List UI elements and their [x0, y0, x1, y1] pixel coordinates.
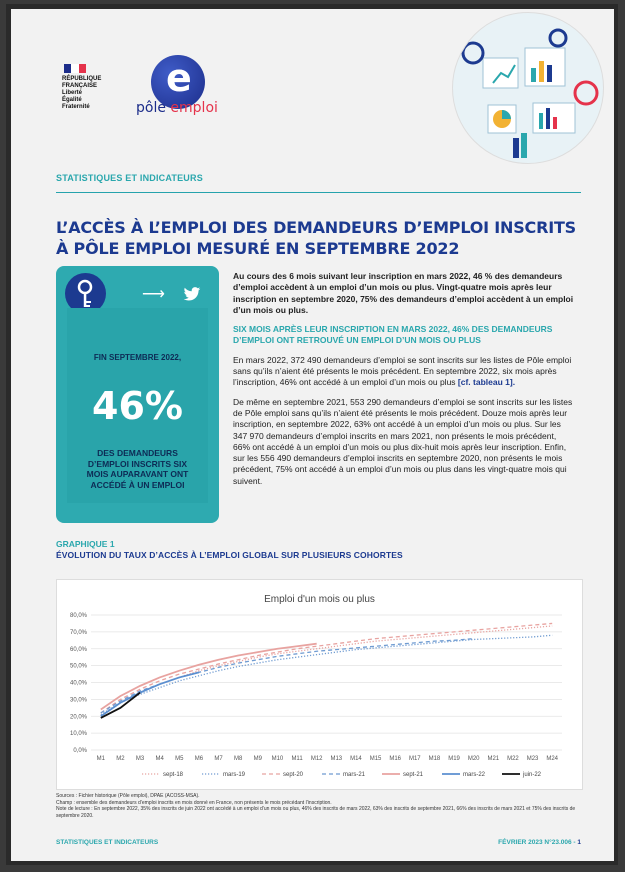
x-tick-label: M12 [310, 756, 323, 762]
flag-icon [64, 64, 86, 73]
y-tick-label: 20,0% [69, 714, 87, 721]
y-tick-label: 0,0% [73, 748, 87, 754]
x-tick-label: M19 [448, 756, 460, 762]
pole-emploi-letter: e [166, 56, 192, 100]
y-tick-label: 50,0% [69, 663, 87, 670]
legend-label: sept-21 [403, 772, 424, 778]
paragraph-2: De même en septembre 2021, 553 290 demandeurs d’emploi se sont inscrits sur les listes de Pôle emploi sans qu’ils n’aient été présents le mois précédent. Douze mois après leur inscription, en septembre 2022, 63% ont accédé à un emploi d’un mois ou plus. Sur les 347 970 demandeurs d’emploi inscrits en mars 2021, non présents le mois précédent, 66% ont accédé à un emploi d’un mois ou plus dix-huit mois après leur inscription. Enfin, sur les 556 490 demandeurs d’emploi inscrits en septembre 2020, non présents le mois précédent, 75% ont accédé à un emploi d’un mois ou plus dans les vingt-quatre mois qui suivent. [233, 396, 573, 486]
subheading: SIX MOIS APRÈS LEUR INSCRIPTION EN MARS 2022, 46% DES DEMANDEURS D’EMPLOI ONT RETROUVÉ UN EMPLOI D’UN MOIS OU PLUS [233, 324, 553, 346]
graph-label: GRAPHIQUE 1 [56, 539, 115, 549]
x-tick-label: M18 [428, 756, 441, 762]
footer-issue: FÉVRIER 2023 N°23.006 - [498, 839, 578, 846]
legend-label: sept-18 [163, 772, 184, 778]
sources-line: Sources : Fichier historique (Pôle emploi), DPAE (ACOSS-MSA). [56, 793, 200, 799]
section-label: STATISTIQUES ET INDICATEURS [56, 173, 203, 183]
legend-label: juin-22 [523, 772, 542, 778]
y-tick-label: 80,0% [69, 613, 87, 619]
footer-left: STATISTIQUES ET INDICATEURS [56, 839, 159, 846]
x-tick-label: M10 [271, 756, 284, 762]
kpi-value: 46% [92, 384, 183, 428]
x-tick-label: M9 [253, 756, 262, 762]
chart-title: Emploi d'un mois ou plus [264, 594, 375, 605]
legend-label: sept-20 [283, 772, 304, 778]
x-tick-label: M7 [214, 756, 223, 762]
x-tick-label: M17 [408, 756, 421, 762]
x-tick-label: M16 [389, 756, 402, 762]
x-tick-label: M1 [96, 756, 105, 762]
x-tick-label: M15 [369, 756, 382, 762]
paragraph-1-text: En mars 2022, 372 490 demandeurs d’emploi se sont inscrits sur les listes de Pôle emploi sans qu’ils n’aient été présents le mois précédent. En septembre 2022, six mois après l’inscription, 46% ont accédé à un emploi d’un mois ou plus [233, 354, 572, 388]
footer-right [498, 839, 581, 846]
x-tick-label: M24 [546, 756, 559, 762]
page-number: 1 [577, 839, 581, 846]
x-tick-label: M3 [135, 756, 145, 762]
x-tick-label: M2 [116, 756, 125, 762]
reading-note: Note de lecture : En septembre 2022, 35% des inscrits de juin 2022 ont accédé à un emploi d’un mois ou plus, 46% des inscrits de mars 2022, 63% des inscrits de septembre 2021, 66% des inscrits de mars 2021 et 75% des inscrits de septembre 2020. [56, 806, 576, 819]
document-page [11, 9, 614, 861]
kpi-card [56, 266, 219, 523]
lead-paragraph: Au cours des 6 mois suivant leur inscription en mars 2022, 46 % des demandeurs d’emploi accèdent à un emploi d’un mois ou plus. Vingt-quatre mois après leur inscription en septembre 2020, 75% des demandeurs d’emploi accèdent à un emploi d’un mois ou plus. [233, 271, 574, 315]
x-tick-label: M13 [330, 756, 343, 762]
x-tick-label: M22 [507, 756, 519, 762]
x-tick-label: M4 [155, 756, 164, 762]
x-tick-label: M5 [175, 756, 184, 762]
y-tick-label: 30,0% [69, 697, 87, 704]
page-footer [56, 839, 581, 846]
brand-first: pôle [136, 100, 166, 116]
kpi-description: DES DEMANDEURS D’EMPLOI INSCRITS SIX MOIS AUPARAVANT ONT ACCÉDÉ À UN EMPLOI [86, 448, 189, 490]
republic-text: RÉPUBLIQUE FRANÇAISE Liberté Égalité Fraternité [62, 76, 102, 110]
y-tick-label: 10,0% [69, 731, 87, 738]
x-tick-label: M8 [234, 756, 243, 762]
kpi-label: FIN SEPTEMBRE 2022, [93, 353, 182, 362]
section-divider [56, 192, 581, 193]
x-tick-label: M6 [194, 756, 204, 762]
y-tick-label: 60,0% [69, 646, 87, 653]
line-chart [56, 579, 583, 790]
tableau-link[interactable]: [cf. tableau 1]. [457, 377, 516, 388]
paragraph-1 [233, 355, 575, 389]
x-tick-label: M23 [526, 756, 539, 762]
graph-title: ÉVOLUTION DU TAUX D’ACCÈS À L’EMPLOI GLOBAL SUR PLUSIEURS COHORTES [56, 550, 403, 560]
twitter-icon[interactable] [183, 287, 201, 305]
x-tick-label: M14 [350, 756, 362, 762]
dashboard-illustration-icon [452, 12, 604, 164]
legend-label: mars-19 [223, 772, 246, 778]
legend-label: mars-21 [343, 772, 366, 778]
series-line-mars-21 [101, 639, 474, 713]
series-line-sept-18 [101, 626, 552, 716]
brand-second: emploi [170, 100, 218, 116]
arrow-right-icon: ⟶ [142, 286, 165, 303]
page-title: L’ACCÈS À L’EMPLOI DES DEMANDEURS D’EMPLOI INSCRITS À PÔLE EMPLOI MESURÉ EN SEPTEMBRE 2022 [56, 218, 576, 258]
x-tick-label: M20 [467, 756, 480, 762]
chart-svg [57, 580, 582, 789]
y-tick-label: 40,0% [69, 680, 87, 687]
legend-label: mars-22 [463, 772, 486, 778]
sources-notes [56, 793, 586, 819]
y-tick-label: 70,0% [69, 629, 87, 636]
pole-emploi-wordmark [136, 100, 218, 116]
x-tick-label: M21 [487, 756, 500, 762]
republique-francaise-logo [53, 49, 123, 109]
scope-line: Champ : ensemble des demandeurs d’emploi inscrits en mois donné en France, non présents le mois précédant l’inscription. [56, 799, 332, 806]
x-tick-label: M11 [291, 756, 303, 762]
body-text [233, 271, 575, 495]
